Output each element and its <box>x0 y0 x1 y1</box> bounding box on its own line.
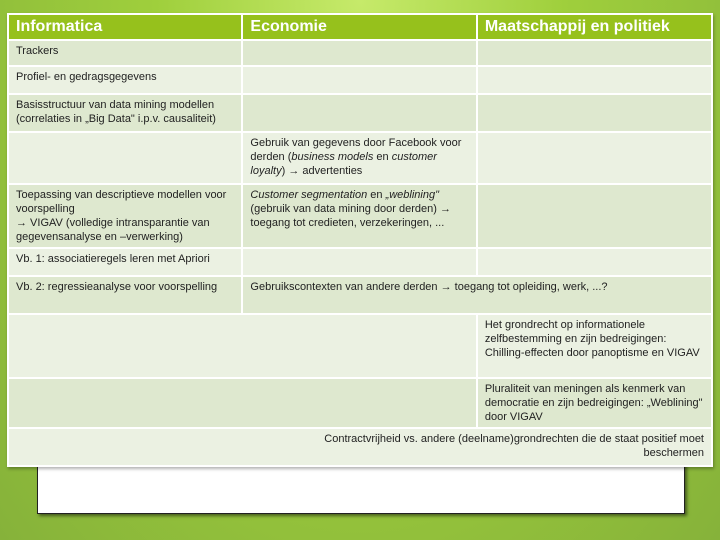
text: ) → advertenties <box>281 165 363 177</box>
cell <box>478 67 711 93</box>
text: (gebruik van data mining door derden) → toegang tot credieten, verzekeringen, ... <box>250 203 451 229</box>
cell <box>9 95 241 131</box>
cell <box>9 379 476 427</box>
cell <box>243 133 475 183</box>
cell <box>478 133 711 183</box>
cell: Pluraliteit van meningen als kenmerk van democratie en zijn bedreigingen: „Weblining" door VIGAV <box>478 379 711 427</box>
text: Gebruik van gegevens door Facebook voor derden ( <box>250 137 462 163</box>
cell <box>9 133 241 183</box>
cell <box>478 185 711 247</box>
cell <box>478 41 711 65</box>
text: Toepassing van descriptieve modellen voor voorspelling <box>16 189 227 215</box>
cell: Het grondrecht op informationele zelfbestemming en zijn bedreigingen: Chilling-effecten door panoptisme en VIGAV <box>478 315 711 377</box>
text: Customer segmentation <box>250 189 368 201</box>
header-informatica: Informatica <box>9 15 241 39</box>
cell <box>9 429 711 465</box>
cell: Profiel- en gedragsgegevens <box>9 67 241 93</box>
cell <box>243 249 475 275</box>
header-economie: Economie <box>243 15 475 39</box>
text: „weblining" <box>385 189 439 201</box>
text: → VIGAV (volledige intransparantie van gegevensanalyse en –verwerking) <box>16 217 210 243</box>
cell <box>9 315 476 377</box>
text: Contractvrijheid vs. andere (deelname)grondrechten die de staat positief moet beschermen <box>324 433 704 459</box>
text: en <box>367 189 386 201</box>
text: (correlaties in „Big Data" i.p.v. causaliteit) <box>16 113 216 125</box>
cell: Trackers <box>9 41 241 65</box>
cell: Gebruikscontexten van andere derden → toegang tot opleiding, werk, ...? <box>243 277 711 313</box>
text: business models <box>291 151 374 163</box>
header-maatschappij: Maatschappij en politiek <box>478 15 711 39</box>
text: en <box>373 151 392 163</box>
cell <box>9 185 241 247</box>
cell <box>478 95 711 131</box>
cell <box>243 67 475 93</box>
cell <box>478 249 711 275</box>
cell <box>243 95 475 131</box>
text: customer loyalty <box>250 151 437 177</box>
cell: Vb. 1: associatieregels leren met Apriori <box>9 249 241 275</box>
cell <box>243 41 475 65</box>
cell <box>243 185 475 247</box>
text: Basisstructuur van data mining modellen <box>16 99 215 111</box>
cell: Vb. 2: regressieanalyse voor voorspelling <box>9 277 241 313</box>
comparison-table <box>7 13 713 467</box>
